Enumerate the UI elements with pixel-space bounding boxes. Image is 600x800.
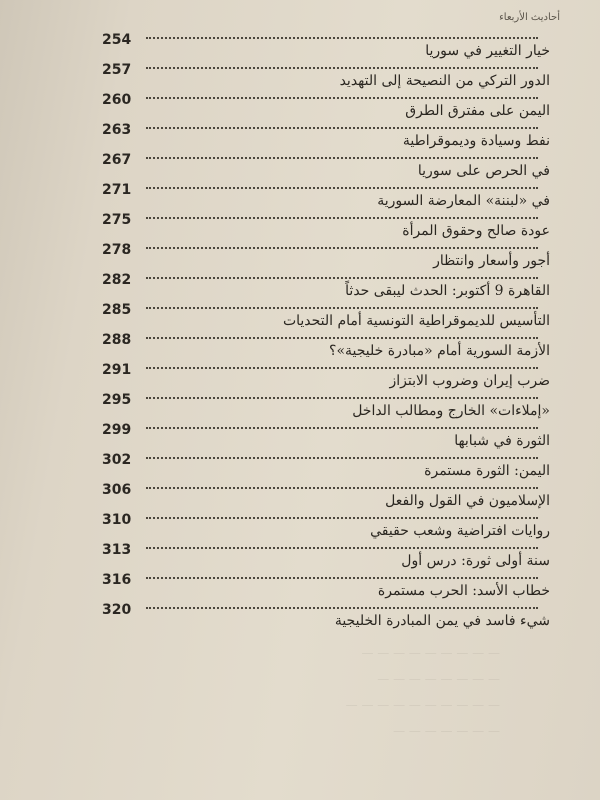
- dot-leader: [146, 367, 538, 369]
- page-number: 295: [102, 392, 132, 408]
- dot-leader: [146, 277, 538, 279]
- entry-title: سنة أولى ثورة: درس أول: [401, 553, 550, 569]
- toc-entry: [102, 508, 550, 538]
- toc-entry: [102, 118, 550, 148]
- toc-entry: [102, 28, 550, 58]
- entry-title: شيء فاسد في يمن المبادرة الخليجية: [334, 613, 550, 629]
- toc-entry: [102, 478, 550, 508]
- entry-title: «إملاءات» الخارج ومطالب الداخل: [352, 403, 550, 419]
- toc-entry: [102, 328, 550, 358]
- entry-title: عودة صالح وحقوق المرأة: [402, 223, 550, 239]
- dot-leader: [146, 457, 538, 459]
- page-number: 291: [102, 362, 132, 378]
- toc-entry: [102, 238, 550, 268]
- entry-title: الدور التركي من النصيحة إلى التهديد: [339, 73, 550, 89]
- entry-title: التأسيس للديموقراطية التونسية أمام التحديات: [282, 313, 550, 329]
- page-number: 320: [102, 602, 132, 618]
- entry-title: الأزمة السورية أمام «مبادرة خليجية»؟: [329, 343, 550, 359]
- running-head: أحاديث الأربعاء: [499, 12, 560, 23]
- entry-title: في «لبننة» المعارضة السورية: [377, 193, 550, 209]
- entry-title: الثورة في شبابها: [454, 433, 550, 449]
- page-number: 302: [102, 452, 132, 468]
- toc-entry: [102, 448, 550, 478]
- dot-leader: [146, 517, 538, 519]
- entry-title: في الحرص على سوريا: [417, 163, 550, 179]
- entry-title: اليمن على مفترق الطرق: [405, 103, 550, 119]
- toc-entry: [102, 358, 550, 388]
- entry-title: القاهرة 9 أكتوبر: الحدث ليبقى حدثاً: [345, 283, 550, 299]
- show-through-text: — — — — — — — — — — — — — — — — — — — — — — — — — — — — — — — — — —: [345, 646, 500, 738]
- toc-entry: [102, 208, 550, 238]
- page-number: 299: [102, 422, 132, 438]
- dot-leader: [146, 187, 538, 189]
- dot-leader: [146, 337, 538, 339]
- dot-leader: [146, 487, 538, 489]
- page-number: 254: [102, 32, 132, 48]
- dot-leader: [146, 157, 538, 159]
- page-number: 285: [102, 302, 132, 318]
- entry-title: خيار التغيير في سوريا: [425, 43, 550, 59]
- dot-leader: [146, 97, 538, 99]
- toc-entry: [102, 148, 550, 178]
- entry-title: ضرب إيران وضروب الابتزاز: [389, 373, 550, 389]
- page-number: 271: [102, 182, 132, 198]
- page-number: 275: [102, 212, 132, 228]
- toc-entry: [102, 58, 550, 88]
- toc-entry: [102, 298, 550, 328]
- page-number: 263: [102, 122, 132, 138]
- page-number: 260: [102, 92, 132, 108]
- dot-leader: [146, 427, 538, 429]
- entry-title: روايات افتراضية وشعب حقيقي: [370, 523, 550, 539]
- entry-title: نفط وسيادة وديموقراطية: [402, 133, 550, 149]
- toc-entry: [102, 88, 550, 118]
- dot-leader: [146, 127, 538, 129]
- entry-title: اليمن: الثورة مستمرة: [424, 463, 550, 479]
- toc-entry: [102, 598, 550, 628]
- page-number: 313: [102, 542, 132, 558]
- page-number: 282: [102, 272, 132, 288]
- toc-entry: [102, 268, 550, 298]
- dot-leader: [146, 247, 538, 249]
- toc-entry: [102, 568, 550, 598]
- dot-leader: [146, 67, 538, 69]
- toc-entry: [102, 178, 550, 208]
- page-number: 316: [102, 572, 132, 588]
- dot-leader: [146, 37, 538, 39]
- page-number: 310: [102, 512, 132, 528]
- page-number: 257: [102, 62, 132, 78]
- entry-title: أجور وأسعار وانتظار: [433, 253, 550, 269]
- entry-title: الإسلاميون في القول والفعل: [385, 493, 550, 509]
- toc-entry: [102, 538, 550, 568]
- dot-leader: [146, 397, 538, 399]
- dot-leader: [146, 607, 538, 609]
- toc-entry: [102, 388, 550, 418]
- table-of-contents: [102, 28, 550, 628]
- dot-leader: [146, 577, 538, 579]
- page-number: 278: [102, 242, 132, 258]
- page-number: 288: [102, 332, 132, 348]
- dot-leader: [146, 307, 538, 309]
- entry-title: خطاب الأسد: الحرب مستمرة: [377, 583, 550, 599]
- page-number: 267: [102, 152, 132, 168]
- dot-leader: [146, 217, 538, 219]
- dot-leader: [146, 547, 538, 549]
- page-number: 306: [102, 482, 132, 498]
- toc-entry: [102, 418, 550, 448]
